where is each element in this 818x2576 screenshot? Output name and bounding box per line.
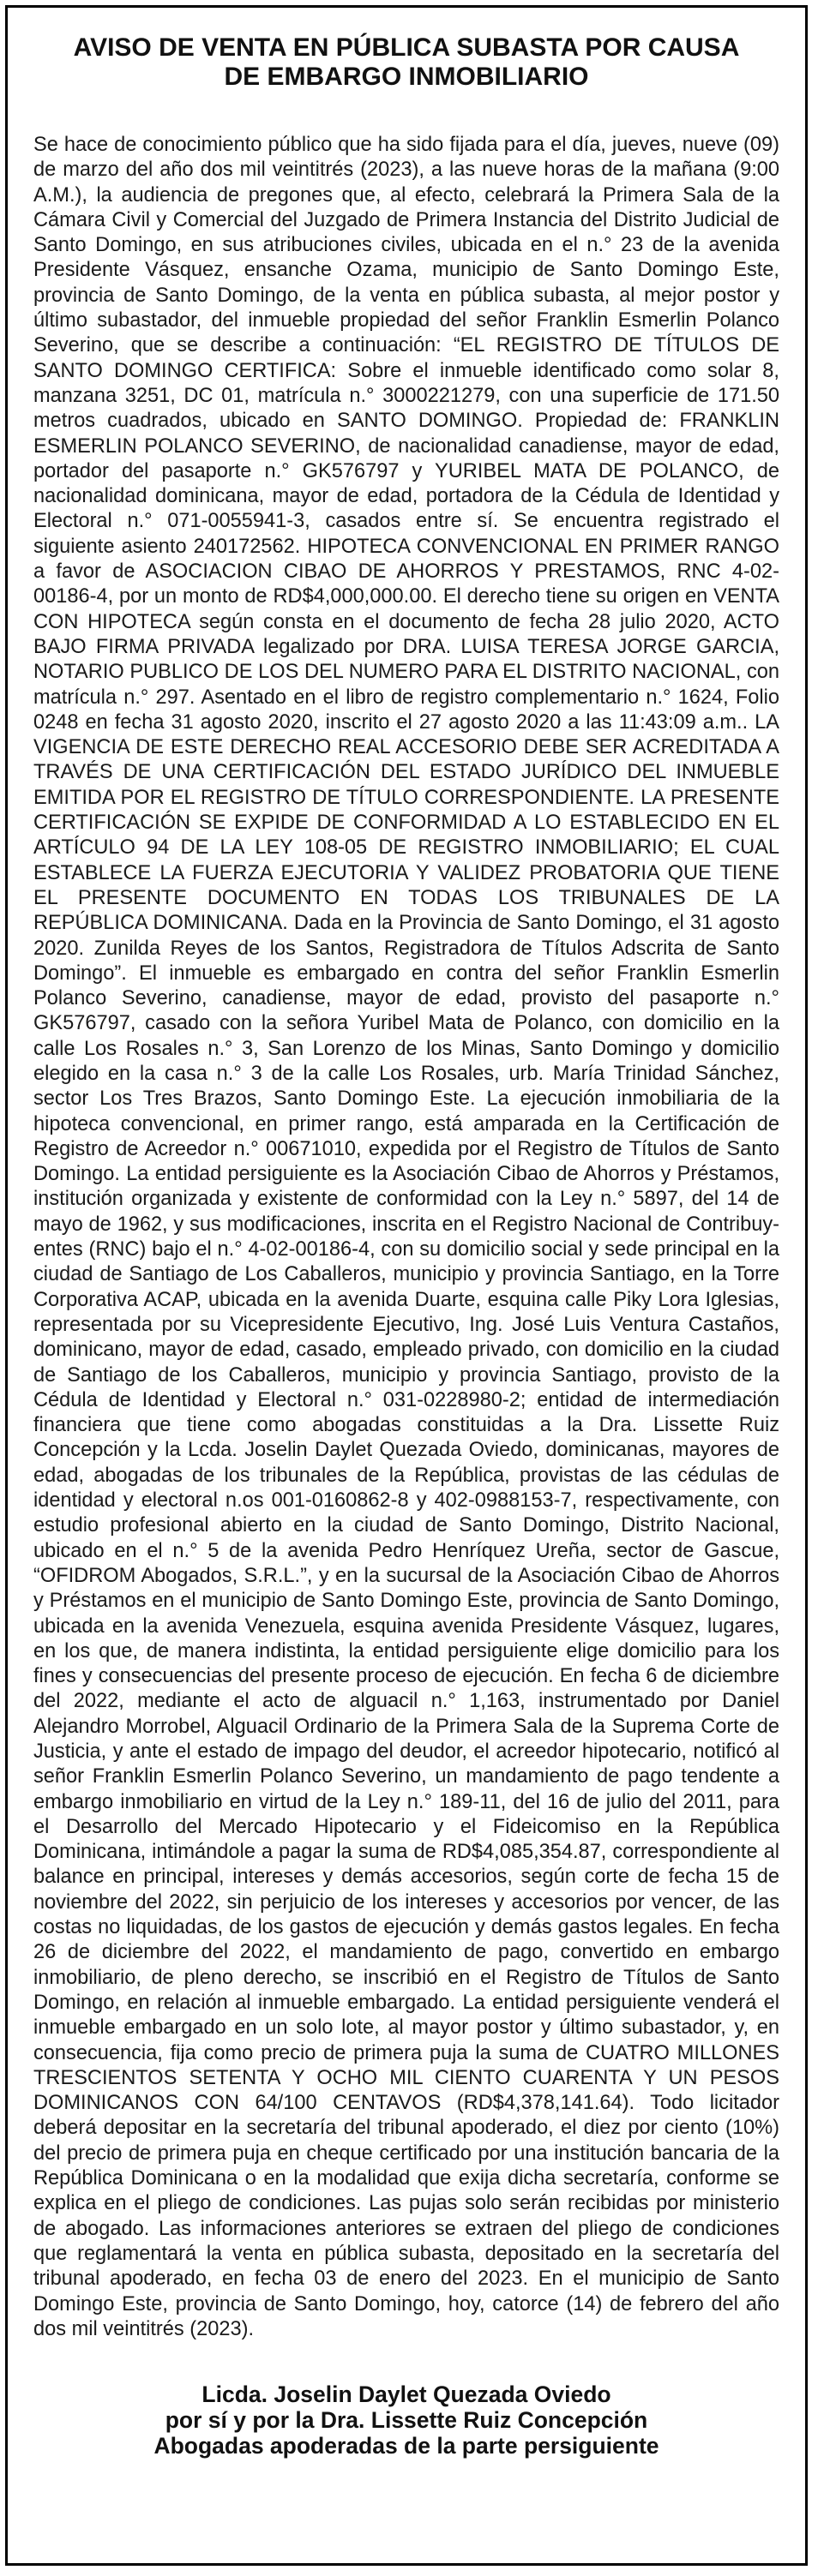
- signature-block: [33, 2381, 779, 2459]
- notice-title: [42, 33, 771, 92]
- notice-title-line-2: DE EMBARGO INMOBILIARIO: [224, 63, 589, 91]
- signature-on-behalf: por sí y por la Dra. Lissette Ruiz Concepción: [165, 2407, 648, 2434]
- notice-frame: [5, 5, 808, 2566]
- signature-name: Licda. Joselin Daylet Quezada Oviedo: [201, 2381, 611, 2408]
- notice-body: Se hace de conocimiento público que ha sido fijada para el día, jueves, nueve (09) de marzo del año dos mil veintitrés (2023), a las nueve horas de la mañana (9:00 A.M.), la audiencia de pregones que, al efecto, celebrará la Primera Sala de la Cámara Civil y Comercial del Juzgado de Primera Instancia del Distrito Judicial de Santo Domingo, en sus atribuciones civiles, ubicada en el n.° 23 de la avenida Presidente Vásquez, ensanche Ozama, municipio de Santo Domingo Este, provincia de Santo Domingo, de la venta en pública subasta, al mejor postor y último subastador, del inmueble propiedad del señor Franklin Esmerlin Polanco Severino, que se describe a continuación: “EL REGISTRO DE TÍTULOS DE SANTO DOMINGO CERTIFICA: Sobre el inmueble identificado como solar 8, manzana 3251, DC 01, matrícula n.° 3000221279, con una superficie de 171.50 metros cuadrados, ubicado en SANTO DOMINGO. Propiedad de: FRANKLIN ESMERLIN POLANCO SEVERINO, de nacionalidad canadiense, mayor de edad, portador del pasaporte n.° GK576797 y YURIBEL MATA DE POLANCO, de nacionalidad dominicana, mayor de edad, portadora de la Cédula de Identidad y Electoral n.° 071-0055941-3, casados entre sí. Se encuentra registrado el siguiente asiento 240172562. HIPOTECA CONVENCIONAL EN PRIMER RANGO a favor de ASOCIACION CIBAO DE AHORROS Y PRESTAMOS, RNC 4-02-00186-4, por un monto de RD$4,000,000.00. El derecho tiene su origen en VENTA CON HIPOTECA según consta en el documento de fecha 28 julio 2020, ACTO BAJO FIRMA PRIVADA legalizado por DRA. LUISA TERESA JORGE GARCIA, NOTARIO PUBLICO DE LOS DEL NUMERO PARA EL DISTRITO NACIONAL, con matrícula n.° 297. Asentado en el libro de registro complementario n.° 1624, Folio 0248 en fecha 31 agosto 2020, inscrito el 27 agosto 2020 a las 11:43:09 a.m.. LA VIGENCIA DE ESTE DERECHO REAL ACCESORIO DEBE SER ACREDITADA A TRAVÉS DE UNA CERTIFICACIÓN DEL ESTADO JURÍDICO DEL INMUEBLE EMITIDA POR EL REGISTRO DE TÍTULO CORRESPONDIENTE. LA PRESENTE CERTIFICACIÓN SE EXPIDE DE CONFORMIDAD A LO ESTABLECIDO EN EL ARTÍCULO 94 DE LA LEY 108-05 DE REGISTRO INMOBILIARIO; EL CUAL ESTABLECE LA FUERZA EJECUTORIA Y VALIDEZ PROBATORIA QUE TIENE EL PRESENTE DOCUMENTO EN TODAS LOS TRIBUNALES DE LA REPÚBLICA DOMINICANA. Dada en la Provincia de Santo Domingo, el 31 agosto 2020. Zunilda Reyes de los Santos, Registradora de Títulos Adscrita de Santo Domingo”. El inmueble es embargado en contra del señor Franklin Esmerlin Polanco Severino, canadiense, mayor de edad, provisto del pasaporte n.° GK576797, casado con la señora Yuribel Mata de Polanco, con domicilio en la calle Los Rosales n.° 3, San Lorenzo de los Minas, Santo Domingo y domicilio elegido en la casa n.° 3 de la calle Los Rosales, urb. María Trinidad Sánchez, sector Los Tres Brazos, Santo Domingo Este. La ejecución inmobiliaria de la hipoteca convencional, en primer rango, está amparada en la Certificación de Registro de Acreedor n.° 00671010, expedida por el Registro de Títulos de Santo Domingo. La entidad persiguiente es la Asociación Cibao de Ahorros y Préstamos, institución organizada y existente de conformidad con la Ley n.° 5897, del 14 de mayo de 1962, y sus modificaciones, inscrita en el Registro Nacional de Contribuyentes (RNC) bajo el n.° 4-02-00186-4, con su domicilio social y sede principal en la ciudad de Santiago de Los Caballeros, municipio y provincia Santiago, en la Torre Corporativa ACAP, ubicada en la avenida Duarte, esquina calle Piky Lora Iglesias, representada por su Vicepresidente Ejecutivo, Ing. José Luis Ventura Castaños, dominicano, mayor de edad, casado, empleado privado, con domicilio en la ciudad de Santiago de los Caballeros, municipio y provincia Santiago, provisto de la Cédula de Identidad y Electoral n.° 031-0228980-2; entidad de intermediación financiera que tiene como abogadas constituidas a la Dra. Lissette Ruiz Concepción y la Lcda. Joselin Daylet Quezada Oviedo, dominicanas, mayores de edad, abogadas de los tribunales de la República, provistas de las cédulas de identidad y electoral n.os 001-0160862-8 y 402-0988153-7, respectivamente, con estudio profesional abierto en la ciudad de Santo Domingo, Distrito Nacional, ubicado en el n.° 5 de la avenida Pedro Henríquez Ureña, sector de Gascue, “OFIDROM Abogados, S.R.L.”, y en la sucursal de la Asociación Cibao de Ahorros y Préstamos en el municipio de Santo Domingo Este, provincia de Santo Domingo, ubicada en la avenida Venezuela, esquina avenida Presidente Vásquez, lugares, en los que, de manera indistinta, la entidad persiguiente elige domicilio para los fines y consecuencias del presente proceso de ejecución. En fecha 6 de diciembre del 2022, mediante el acto de alguacil n.° 1,163, instrumentado por Daniel Alejandro Morrobel, Alguacil Ordinario de la Primera Sala de la Suprema Corte de Justicia, y ante el estado de impago del deudor, el acreedor hipotecario, notificó al señor Franklin Esmerlin Polanco Severino, un mandamiento de pago tendente a embargo inmobiliario en virtud de la Ley n.° 189-11, del 16 de julio del 2011, para el Desarrollo del Mercado Hipotecario y el Fideicomiso en la República Dominicana, intimándole a pagar la suma de RD$4,085,354.87, correspondiente al balance en principal, intereses y demás accesorios, según corte de fecha 15 de noviembre del 2022, sin perjuicio de los intereses y accesorios por vencer, de las costas no liquidadas, de los gastos de ejecución y demás gastos legales. En fecha 26 de diciembre del 2022, el mandamiento de pago, convertido en embargo inmobiliario, de pleno derecho, se inscribió en el Registro de Títulos de Santo Domingo, en relación al inmueble embargado. La entidad persiguiente venderá el inmueble embargado en un solo lote, al mayor postor y último subastador, y, en consecuencia, fija como precio de primera puja la suma de CUATRO MILLONES TRESCIENTOS SETENTA Y OCHO MIL CIENTO CUARENTA Y UN PESOS DOMINICANOS CON 64/100 CENTAVOS (RD$4,378,141.64). Todo licitador deberá depositar en la secretaría del tribunal apoderado, el diez por ciento (10%) del precio de primera puja en cheque certificado por una institución bancaria de la República Dominicana o en la modalidad que exija dicha secretaría, conforme se explica en el pliego de condiciones. Las pujas solo serán recibidas por ministerio de abogado. Las informaciones anteriores se extraen del pliego de condiciones que reglamentará la venta en pública subasta, depositado en la secretaría del tribunal apoderado, en fecha 03 de enero del 2023. En el municipio de Santo Domingo Este, provincia de Santo Domingo, hoy, catorce (14) de febrero del año dos mil veintitrés (2023).: [33, 134, 779, 2340]
- notice-title-line-1: AVISO DE VENTA EN PÚBLICA SUBASTA POR CAUSA: [73, 33, 740, 62]
- signature-role: Abogadas apoderadas de la parte persiguiente: [153, 2433, 659, 2459]
